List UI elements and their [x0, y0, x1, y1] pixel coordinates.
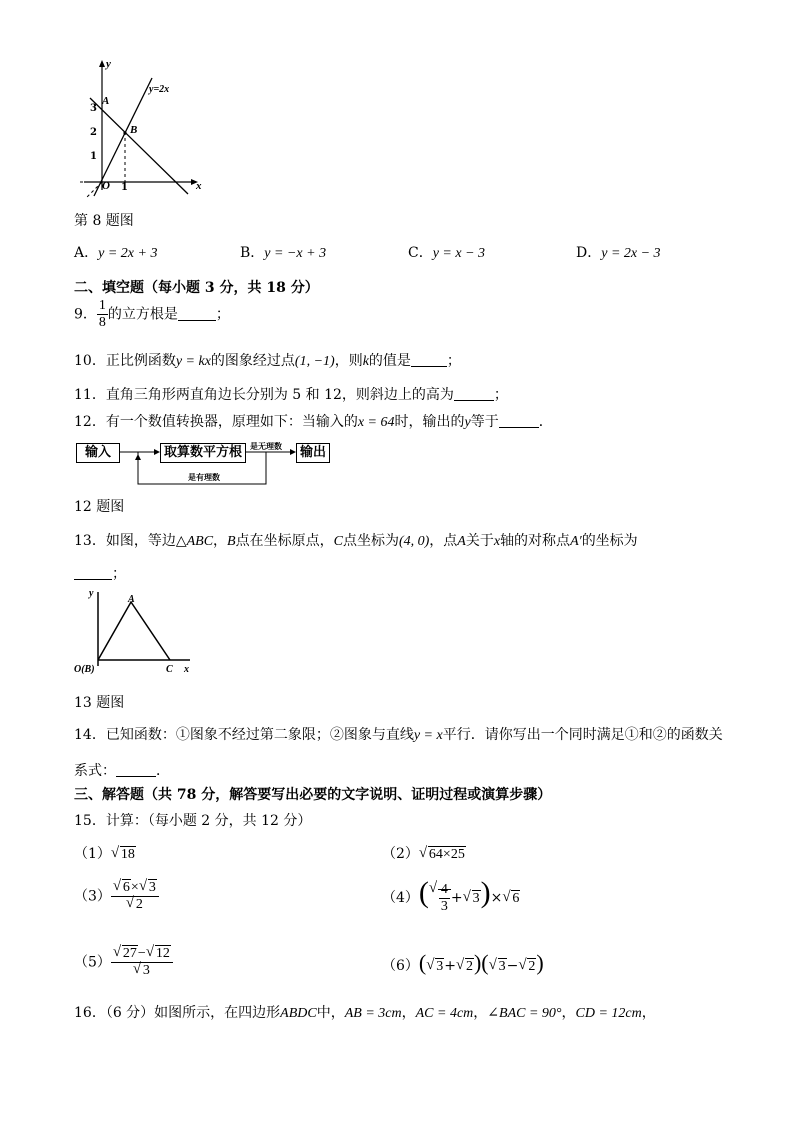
figure-13-caption: 13 题图 — [74, 695, 125, 711]
question-14: 14．已知函数：①图象不经过第二象限；②图象与直线y = x平行．请你写出一个同时满足①和②的函数关 — [74, 727, 723, 743]
question-13-answer: ； — [74, 563, 126, 583]
fig8-origin-label: O — [102, 180, 110, 192]
question-11: 11．直角三角形两直角边长分别为 5 和 12，则斜边上的高为 ； — [74, 387, 508, 403]
flow-box-output: 输出 — [296, 443, 330, 463]
section-2-title: 二、填空题（每小题 3 分，共 18 分） — [74, 280, 319, 296]
q15-part-6: （6）(√ 3+√ 2)(√ 3−√ 2) — [382, 950, 544, 976]
q15-part-4: （4）( √ $\frac{4}{3}$ +√ 3)×√ 6 — [382, 876, 520, 915]
q8-option-d: D．y = 2x − 3 — [576, 245, 661, 261]
fig8-x-label: x — [196, 180, 202, 192]
question-12: 12．有一个数值转换器，原理如下：当输入的x = 64时，输出的y等于 ． — [74, 414, 553, 430]
fig13-y-label: y — [89, 588, 94, 599]
figure-12-caption: 12 题图 — [74, 499, 125, 515]
fig8-line-label: y=2x — [149, 84, 170, 95]
flow-label-irrational: 是无理数 — [250, 442, 282, 451]
q8-option-b: B．y = −x + 3 — [240, 245, 327, 261]
fig8-tick-x1: 1 — [121, 182, 128, 193]
section-3-title: 三、解答题（共 78 分，解答要写出必要的文字说明、证明过程或演算步骤） — [74, 787, 552, 803]
flow-box-sqrt: 取算数平方根 — [160, 443, 246, 463]
fig8-tick-y3: 3 — [90, 103, 97, 114]
fig8-point-a: A — [102, 95, 110, 107]
fig8-tick-y1: 1 — [90, 151, 97, 162]
q15-part-2: （2）√ 64×25 — [382, 843, 466, 863]
figure-13-graph — [86, 588, 196, 670]
q8-option-c: C．y = x − 3 — [408, 245, 486, 261]
fig8-tick-y2: 2 — [90, 127, 97, 138]
flow-box-input: 输入 — [76, 443, 120, 463]
fig13-x-label: x — [184, 664, 189, 675]
fig13-origin-label: O(B) — [74, 664, 95, 675]
question-14-line2: 系式： ． — [74, 763, 170, 779]
fig8-point-b: B — [130, 124, 138, 136]
q8-option-a: A．y = 2x + 3 — [74, 245, 158, 261]
figure-8-caption: 第 8 题图 — [74, 213, 134, 229]
question-10: 10．正比例函数y = kx的图象经过点(1, −1)，则k的值是 ； — [74, 353, 461, 369]
question-13: 13．如图，等边△ABC，B点在坐标原点，C点坐标为(4, 0)，点A关于x轴的对称点A′的坐标为 — [74, 533, 638, 549]
figure-8-graph — [80, 58, 210, 198]
question-16: 16．（6 分）如图所示，在四边形ABDC中，AB = 3cm，AC = 4cm，∠BAC = 90°，CD = 12cm， — [74, 1005, 656, 1021]
fig8-y-label: y — [106, 58, 111, 70]
question-15-title: 15．计算：（每小题 2 分，共 12 分） — [74, 813, 312, 829]
flow-label-rational: 是有理数 — [188, 473, 220, 482]
fig13-point-a: A — [128, 594, 135, 605]
q15-part-1: （1）√ 18 — [74, 843, 136, 863]
fig13-point-c: C — [166, 664, 173, 675]
q15-part-5: （5） √ 27−√ 12 √ 3 — [74, 946, 173, 979]
q15-part-3: （3） √ 6×√ 3 √ 2 — [74, 880, 159, 913]
question-9: 9． $\frac{1}{8}$ 的立方根是 ； — [74, 298, 230, 330]
